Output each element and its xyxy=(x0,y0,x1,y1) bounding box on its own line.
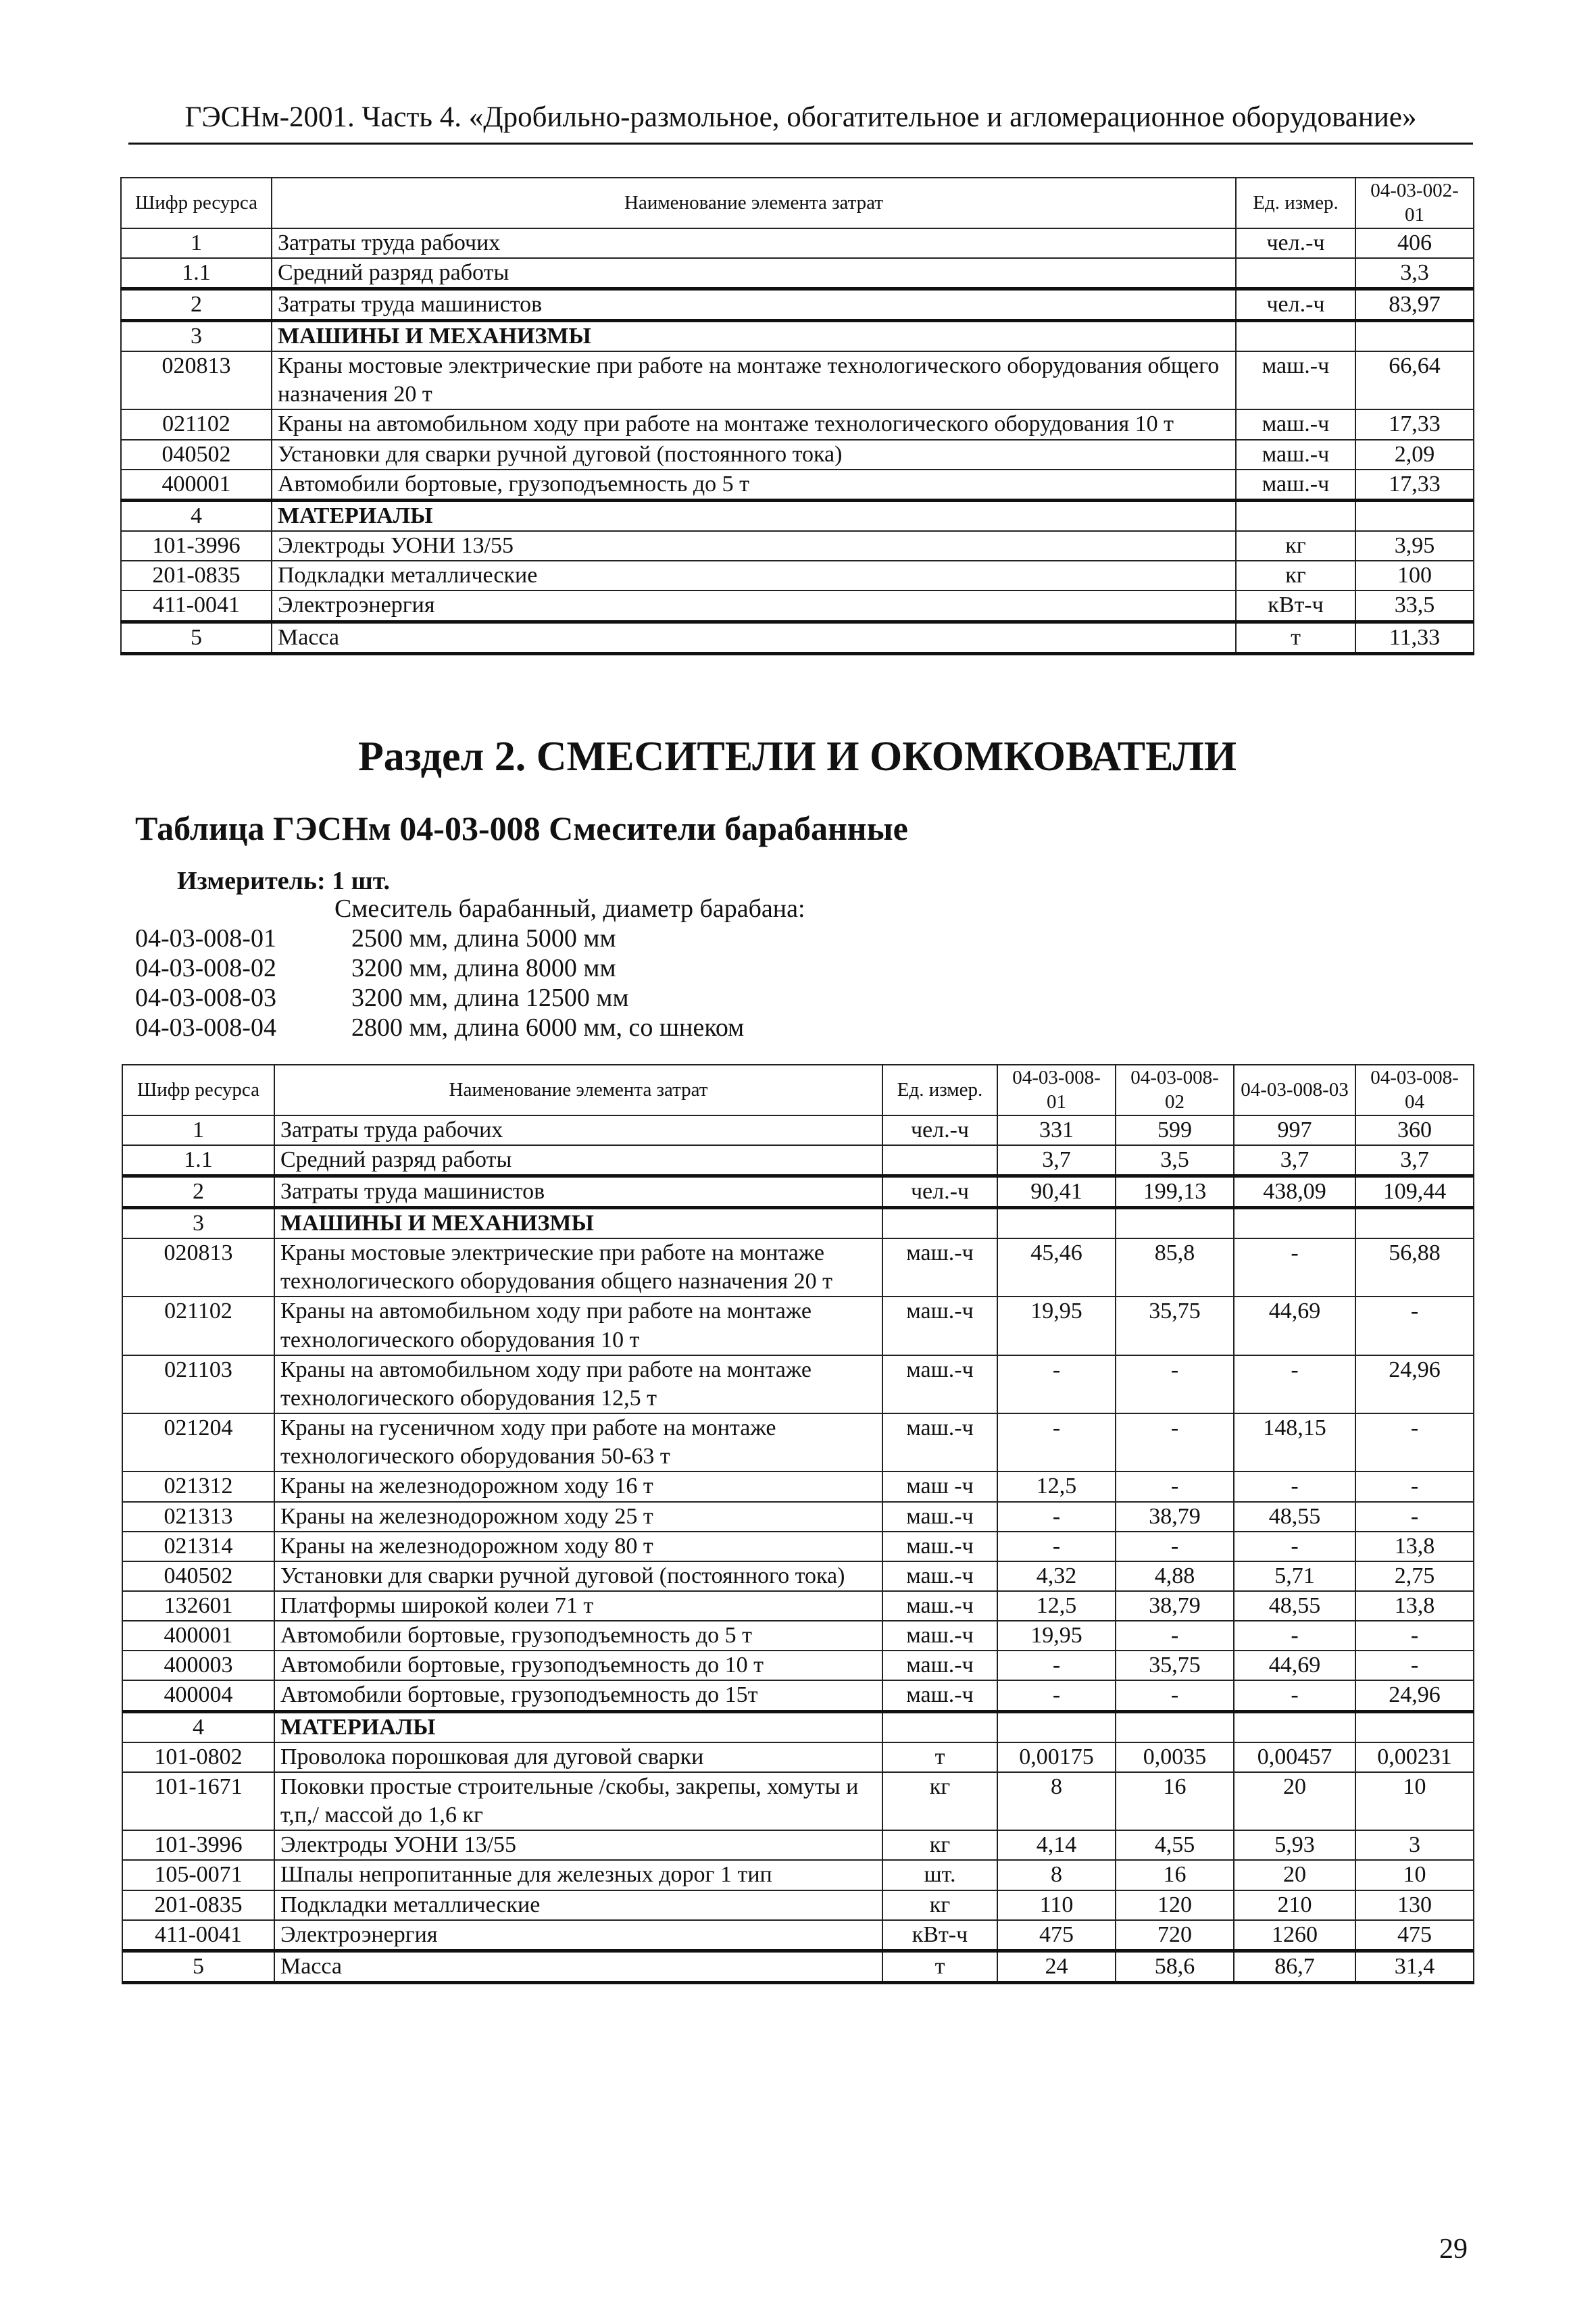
table-row xyxy=(121,470,1474,501)
table-row xyxy=(122,1742,1474,1772)
cost-element-name-cell: Затраты труда машинистов xyxy=(272,288,1236,320)
cost-element-name-cell: Краны на гусеничном ходу при работе на монтаже технологического оборудования 50-63 т xyxy=(274,1413,882,1472)
resource-code-cell: 400001 xyxy=(122,1621,274,1651)
norm-value-cell: 4,88 xyxy=(1116,1561,1234,1591)
table-header-row xyxy=(121,178,1474,228)
cost-element-name-cell: Электроэнергия xyxy=(272,590,1236,622)
variant-row xyxy=(135,983,805,1013)
norm-value-cell: 720 xyxy=(1116,1920,1234,1951)
unit-cell: маш.-ч xyxy=(882,1591,997,1621)
norm-value-cell: 20 xyxy=(1234,1860,1355,1890)
norm-value-cell: 997 xyxy=(1234,1115,1355,1145)
unit-cell: т xyxy=(882,1951,997,1982)
cost-element-name-cell: Автомобили бортовые, грузоподъемность до 15т xyxy=(274,1680,882,1711)
resource-code-cell: 2 xyxy=(121,288,272,320)
resource-code-cell: 1.1 xyxy=(122,1145,274,1176)
table-row xyxy=(122,1145,1474,1176)
norm-value-cell: 58,6 xyxy=(1116,1951,1234,1982)
page-header: ГЭСНм-2001. Часть 4. «Дробильно-размольное, обогатительное и агломерационное оборудование» xyxy=(128,101,1473,145)
norm-value-cell: 19,95 xyxy=(997,1621,1116,1651)
cost-element-name-cell: Масса xyxy=(274,1951,882,1982)
resource-code-cell: 4 xyxy=(122,1711,274,1742)
norm-value-cell: - xyxy=(1116,1472,1234,1501)
variant-code: 04-03-008-04 xyxy=(135,1013,276,1042)
unit-cell: маш.-ч xyxy=(882,1502,997,1532)
norm-value-cell: 66,64 xyxy=(1355,351,1474,409)
norm-value-cell: 45,46 xyxy=(997,1238,1116,1297)
cost-element-name-cell: Краны на железнодорожном ходу 80 т xyxy=(274,1532,882,1561)
unit-cell: маш.-ч xyxy=(882,1238,997,1297)
unit-cell: т xyxy=(882,1742,997,1772)
unit-cell: кг xyxy=(1236,561,1355,590)
resource-code-cell: 040502 xyxy=(122,1561,274,1591)
variant-description: 2800 мм, длина 6000 мм, со шнеком xyxy=(351,1013,745,1042)
unit-cell xyxy=(882,1207,997,1238)
cost-element-name-cell: Электроды УОНИ 13/55 xyxy=(274,1830,882,1860)
cost-element-name-cell: МАТЕРИАЛЫ xyxy=(272,500,1236,531)
table-row xyxy=(121,590,1474,622)
cost-element-name-cell: Поковки простые строительные /скобы, закрепы, хомуты и т,п,/ массой до 1,6 кг xyxy=(274,1772,882,1830)
column-header-unit: Ед. измер. xyxy=(882,1065,997,1115)
resource-code-cell: 021102 xyxy=(121,409,272,439)
unit-cell xyxy=(882,1145,997,1176)
cost-element-name-cell: Установки для сварки ручной дуговой (постоянного тока) xyxy=(272,440,1236,470)
unit-cell: чел.-ч xyxy=(882,1176,997,1207)
norm-value-cell xyxy=(1116,1711,1234,1742)
cost-element-name-cell: Краны на автомобильном ходу при работе на монтаже технологического оборудования 10 т xyxy=(274,1297,882,1355)
norm-value-cell: 24,96 xyxy=(1355,1355,1474,1413)
cost-element-name-cell: Автомобили бортовые, грузоподъемность до 10 т xyxy=(274,1651,882,1680)
norm-value-cell: 44,69 xyxy=(1234,1651,1355,1680)
norm-value-cell: 8 xyxy=(997,1860,1116,1890)
cost-element-name-cell: Краны на автомобильном ходу при работе на монтаже технологического оборудования 10 т xyxy=(272,409,1236,439)
unit-cell: кг xyxy=(882,1772,997,1830)
norm-value-cell: 3,95 xyxy=(1355,531,1474,561)
column-header-code: Шифр ресурса xyxy=(122,1065,274,1115)
cost-element-name-cell: Средний разряд работы xyxy=(274,1145,882,1176)
cost-element-name-cell: Подкладки металлические xyxy=(272,561,1236,590)
norm-value-cell xyxy=(1116,1207,1234,1238)
variant-row xyxy=(135,953,805,983)
variant-code: 04-03-008-02 xyxy=(135,954,276,982)
norm-value-cell: 12,5 xyxy=(997,1591,1116,1621)
norm-value-cell xyxy=(1234,1207,1355,1238)
norm-value-cell: - xyxy=(1116,1355,1234,1413)
resource-code-cell: 101-3996 xyxy=(121,531,272,561)
variant-description: 3200 мм, длина 8000 мм xyxy=(351,954,616,982)
resource-code-cell: 400003 xyxy=(122,1651,274,1680)
variant-code: 04-03-008-01 xyxy=(135,924,276,953)
norm-value-cell: 35,75 xyxy=(1116,1651,1234,1680)
variant-code: 04-03-008-03 xyxy=(135,984,276,1012)
norm-value-cell: 17,33 xyxy=(1355,409,1474,439)
resource-code-cell: 400001 xyxy=(121,470,272,501)
unit-cell: кг xyxy=(1236,531,1355,561)
table-row xyxy=(122,1297,1474,1355)
section-title: Раздел 2. СМЕСИТЕЛИ И ОКОМКОВАТЕЛИ xyxy=(357,734,1237,780)
norm-value-cell: 360 xyxy=(1355,1115,1474,1145)
variant-description: 3200 мм, длина 12500 мм xyxy=(351,984,629,1012)
norm-value-cell: - xyxy=(1355,1297,1474,1355)
resource-code-cell: 020813 xyxy=(121,351,272,409)
variant-row xyxy=(135,924,805,953)
norm-value-cell xyxy=(1355,320,1474,351)
norm-value-cell: 19,95 xyxy=(997,1297,1116,1355)
table-row xyxy=(122,1115,1474,1145)
table-row xyxy=(122,1830,1474,1860)
norm-value-cell: 110 xyxy=(997,1890,1116,1920)
unit-cell xyxy=(1236,258,1355,289)
norm-value-cell: 17,33 xyxy=(1355,470,1474,501)
cost-element-name-cell: Краны мостовые электрические при работе на монтаже технологического оборудования общего назначения 20 т xyxy=(274,1238,882,1297)
table-row xyxy=(122,1176,1474,1207)
resource-code-cell: 201-0835 xyxy=(121,561,272,590)
norm-value-cell: 16 xyxy=(1116,1860,1234,1890)
table-header-row xyxy=(122,1065,1474,1115)
norm-value-cell: - xyxy=(997,1502,1116,1532)
resource-code-cell: 020813 xyxy=(122,1238,274,1297)
table-row xyxy=(122,1860,1474,1890)
table-row xyxy=(122,1951,1474,1982)
norm-value-cell: 0,00231 xyxy=(1355,1742,1474,1772)
table-row xyxy=(121,440,1474,470)
unit-cell: маш.-ч xyxy=(1236,440,1355,470)
norm-value-cell: 48,55 xyxy=(1234,1502,1355,1532)
norm-value-cell: - xyxy=(1355,1651,1474,1680)
table-row xyxy=(122,1532,1474,1561)
norm-value-cell: - xyxy=(1355,1621,1474,1651)
norm-value-cell: 5,93 xyxy=(1234,1830,1355,1860)
table-row xyxy=(121,351,1474,409)
cost-element-name-cell: МАШИНЫ И МЕХАНИЗМЫ xyxy=(272,320,1236,351)
norm-value-cell: 130 xyxy=(1355,1890,1474,1920)
norm-value-cell: 12,5 xyxy=(997,1472,1116,1501)
norm-value-cell: 1260 xyxy=(1234,1920,1355,1951)
norm-value-cell: 475 xyxy=(1355,1920,1474,1951)
norm-value-cell: - xyxy=(997,1532,1116,1561)
table-row xyxy=(122,1355,1474,1413)
cost-element-name-cell: Подкладки металлические xyxy=(274,1890,882,1920)
resource-code-cell: 021204 xyxy=(122,1413,274,1472)
norm-value-cell: 100 xyxy=(1355,561,1474,590)
norm-value-cell: 475 xyxy=(997,1920,1116,1951)
table-row xyxy=(122,1890,1474,1920)
resource-code-cell: 411-0041 xyxy=(122,1920,274,1951)
resource-code-cell: 105-0071 xyxy=(122,1860,274,1890)
column-header-name: Наименование элемента затрат xyxy=(272,178,1236,228)
norm-value-cell: 3,5 xyxy=(1116,1145,1234,1176)
column-header-code: Шифр ресурса xyxy=(121,178,272,228)
norm-value-cell: 31,4 xyxy=(1355,1951,1474,1982)
cost-element-name-cell: Установки для сварки ручной дуговой (постоянного тока) xyxy=(274,1561,882,1591)
norm-value-cell: - xyxy=(1355,1413,1474,1472)
norm-value-cell: 4,14 xyxy=(997,1830,1116,1860)
norm-value-cell: - xyxy=(997,1413,1116,1472)
cost-element-name-cell: Краны на железнодорожном ходу 16 т xyxy=(274,1472,882,1501)
resource-code-cell: 021103 xyxy=(122,1355,274,1413)
table-row xyxy=(122,1561,1474,1591)
norm-value-cell: - xyxy=(1355,1472,1474,1501)
resource-table-04-03-008 xyxy=(122,1064,1474,1984)
table-row xyxy=(121,258,1474,289)
cost-element-name-cell: Затраты труда машинистов xyxy=(274,1176,882,1207)
resource-code-cell: 040502 xyxy=(121,440,272,470)
norm-value-cell: - xyxy=(1234,1472,1355,1501)
resource-table-04-03-002 xyxy=(120,177,1474,655)
table-title: Таблица ГЭСНм 04-03-008 Смесители барабанные xyxy=(135,809,908,847)
cost-element-name-cell: Средний разряд работы xyxy=(272,258,1236,289)
resource-code-cell: 411-0041 xyxy=(121,590,272,622)
unit-cell: кВт-ч xyxy=(1236,590,1355,622)
resource-code-cell: 021314 xyxy=(122,1532,274,1561)
resource-code-cell: 1 xyxy=(122,1115,274,1145)
cost-element-name-cell: Краны мостовые электрические при работе на монтаже технологического оборудования общего назначения 20 т xyxy=(272,351,1236,409)
norm-value-cell: - xyxy=(1116,1680,1234,1711)
table-row xyxy=(122,1651,1474,1680)
norm-value-cell: 5,71 xyxy=(1234,1561,1355,1591)
resource-code-cell: 1.1 xyxy=(121,258,272,289)
cost-element-name-cell: Затраты труда рабочих xyxy=(274,1115,882,1145)
norm-value-cell: - xyxy=(1234,1238,1355,1297)
norm-value-cell: - xyxy=(1116,1413,1234,1472)
norm-value-cell: 33,5 xyxy=(1355,590,1474,622)
norm-value-cell: 599 xyxy=(1116,1115,1234,1145)
unit-cell: чел.-ч xyxy=(1236,288,1355,320)
table-row xyxy=(122,1920,1474,1951)
norm-value-cell xyxy=(1355,500,1474,531)
resource-code-cell: 3 xyxy=(122,1207,274,1238)
unit-cell: чел.-ч xyxy=(1236,228,1355,258)
column-header-norm: 04-03-008-02 xyxy=(1116,1065,1234,1115)
table-row xyxy=(121,320,1474,351)
resource-code-cell: 101-3996 xyxy=(122,1830,274,1860)
resource-code-cell: 201-0835 xyxy=(122,1890,274,1920)
norm-value-cell: 2,09 xyxy=(1355,440,1474,470)
norm-value-cell: 10 xyxy=(1355,1860,1474,1890)
norm-value-cell xyxy=(997,1711,1116,1742)
norm-value-cell: 83,97 xyxy=(1355,288,1474,320)
norm-value-cell: 10 xyxy=(1355,1772,1474,1830)
norm-value-cell: 85,8 xyxy=(1116,1238,1234,1297)
norm-value-cell: 148,15 xyxy=(1234,1413,1355,1472)
table-row xyxy=(121,288,1474,320)
table-row xyxy=(122,1711,1474,1742)
unit-cell: маш.-ч xyxy=(882,1680,997,1711)
cost-element-name-cell: Автомобили бортовые, грузоподъемность до 5 т xyxy=(272,470,1236,501)
norm-value-cell: - xyxy=(997,1355,1116,1413)
variant-description: 2500 мм, длина 5000 мм xyxy=(351,924,616,953)
unit-cell: маш.-ч xyxy=(1236,470,1355,501)
cost-element-name-cell: Масса xyxy=(272,622,1236,653)
norm-value-cell: 438,09 xyxy=(1234,1176,1355,1207)
cost-element-name-cell: Затраты труда рабочих xyxy=(272,228,1236,258)
norm-value-cell: 86,7 xyxy=(1234,1951,1355,1982)
cost-element-name-cell: МАШИНЫ И МЕХАНИЗМЫ xyxy=(274,1207,882,1238)
norm-value-cell xyxy=(997,1207,1116,1238)
table-row xyxy=(122,1772,1474,1830)
cost-element-name-cell: Платформы широкой колеи 71 т xyxy=(274,1591,882,1621)
norm-value-cell: - xyxy=(1234,1680,1355,1711)
norm-value-cell: 331 xyxy=(997,1115,1116,1145)
unit-cell: шт. xyxy=(882,1860,997,1890)
column-header-norm: 04-03-008-03 xyxy=(1234,1065,1355,1115)
resource-code-cell: 5 xyxy=(121,622,272,653)
unit-cell: кг xyxy=(882,1830,997,1860)
norm-value-cell: 210 xyxy=(1234,1890,1355,1920)
table-row xyxy=(122,1591,1474,1621)
unit-cell: т xyxy=(1236,622,1355,653)
column-header-name: Наименование элемента затрат xyxy=(274,1065,882,1115)
norm-value-cell: 11,33 xyxy=(1355,622,1474,653)
norm-value-cell: 38,79 xyxy=(1116,1502,1234,1532)
norm-value-cell: 406 xyxy=(1355,228,1474,258)
unit-cell: маш.-ч xyxy=(882,1355,997,1413)
table-row xyxy=(122,1207,1474,1238)
table-row xyxy=(121,531,1474,561)
resource-code-cell: 132601 xyxy=(122,1591,274,1621)
norm-value-cell: 199,13 xyxy=(1116,1176,1234,1207)
table-row xyxy=(122,1472,1474,1501)
norm-value-cell: 90,41 xyxy=(997,1176,1116,1207)
table-row xyxy=(121,409,1474,439)
norm-value-cell: 24,96 xyxy=(1355,1680,1474,1711)
unit-cell: маш.-ч xyxy=(882,1532,997,1561)
norm-value-cell: - xyxy=(997,1651,1116,1680)
norm-value-cell xyxy=(1234,1711,1355,1742)
table-row xyxy=(122,1680,1474,1711)
norm-value-cell: 0,00457 xyxy=(1234,1742,1355,1772)
meter-unit: Измеритель: 1 шт. xyxy=(177,867,391,895)
variants-heading: Смеситель барабанный, диаметр барабана: xyxy=(334,895,805,923)
norm-value-cell: 3,7 xyxy=(1234,1145,1355,1176)
norm-value-cell: 0,00175 xyxy=(997,1742,1116,1772)
unit-cell: маш.-ч xyxy=(882,1413,997,1472)
norm-value-cell: - xyxy=(1116,1532,1234,1561)
cost-element-name-cell: Краны на железнодорожном ходу 25 т xyxy=(274,1502,882,1532)
norm-value-cell: 24 xyxy=(997,1951,1116,1982)
variant-row xyxy=(135,1013,805,1042)
norm-value-cell: 48,55 xyxy=(1234,1591,1355,1621)
norm-value-cell: 13,8 xyxy=(1355,1532,1474,1561)
norm-value-cell: 2,75 xyxy=(1355,1561,1474,1591)
resource-code-cell: 021102 xyxy=(122,1297,274,1355)
norm-value-cell xyxy=(1355,1711,1474,1742)
norm-value-cell: 8 xyxy=(997,1772,1116,1830)
table-row xyxy=(122,1621,1474,1651)
unit-cell xyxy=(1236,500,1355,531)
norm-value-cell: 20 xyxy=(1234,1772,1355,1830)
norm-value-cell: - xyxy=(997,1680,1116,1711)
table-row xyxy=(121,500,1474,531)
norm-value-cell: - xyxy=(1234,1355,1355,1413)
column-header-norm: 04-03-008-04 xyxy=(1355,1065,1474,1115)
norm-value-cell: 4,55 xyxy=(1116,1830,1234,1860)
resource-code-cell: 400004 xyxy=(122,1680,274,1711)
resource-code-cell: 3 xyxy=(121,320,272,351)
norm-value-cell: - xyxy=(1234,1532,1355,1561)
norm-value-cell: 16 xyxy=(1116,1772,1234,1830)
resource-code-cell: 021313 xyxy=(122,1502,274,1532)
norm-value-cell: 3,7 xyxy=(1355,1145,1474,1176)
cost-element-name-cell: Электроды УОНИ 13/55 xyxy=(272,531,1236,561)
unit-cell: кг xyxy=(882,1890,997,1920)
table-row xyxy=(121,228,1474,258)
page-number: 29 xyxy=(1439,2234,1468,2265)
resource-code-cell: 021312 xyxy=(122,1472,274,1501)
resource-code-cell: 1 xyxy=(121,228,272,258)
norm-value-cell: 3 xyxy=(1355,1830,1474,1860)
norm-value-cell: 3,3 xyxy=(1355,258,1474,289)
cost-element-name-cell: Проволока порошковая для дуговой сварки xyxy=(274,1742,882,1772)
norm-value-cell: 56,88 xyxy=(1355,1238,1474,1297)
table-row xyxy=(121,561,1474,590)
norm-value-cell: - xyxy=(1234,1621,1355,1651)
column-header-norm: 04-03-008-01 xyxy=(997,1065,1116,1115)
norm-value-cell: 120 xyxy=(1116,1890,1234,1920)
table-row xyxy=(121,622,1474,653)
cost-element-name-cell: Краны на автомобильном ходу при работе на монтаже технологического оборудования 12,5 т xyxy=(274,1355,882,1413)
unit-cell: маш.-ч xyxy=(882,1651,997,1680)
variants-list xyxy=(135,894,805,1042)
norm-value-cell: 0,0035 xyxy=(1116,1742,1234,1772)
norm-value-cell: 3,7 xyxy=(997,1145,1116,1176)
unit-cell xyxy=(1236,320,1355,351)
column-header-norm: 04-03-002-01 xyxy=(1355,178,1474,228)
cost-element-name-cell: Электроэнергия xyxy=(274,1920,882,1951)
resource-code-cell: 2 xyxy=(122,1176,274,1207)
unit-cell: маш -ч xyxy=(882,1472,997,1501)
unit-cell: маш.-ч xyxy=(1236,409,1355,439)
unit-cell: маш.-ч xyxy=(882,1561,997,1591)
table-row xyxy=(122,1502,1474,1532)
norm-value-cell: 4,32 xyxy=(997,1561,1116,1591)
cost-element-name-cell: МАТЕРИАЛЫ xyxy=(274,1711,882,1742)
resource-code-cell: 4 xyxy=(121,500,272,531)
unit-cell: маш.-ч xyxy=(882,1621,997,1651)
norm-value-cell: 13,8 xyxy=(1355,1591,1474,1621)
unit-cell: маш.-ч xyxy=(882,1297,997,1355)
cost-element-name-cell: Автомобили бортовые, грузоподъемность до 5 т xyxy=(274,1621,882,1651)
table-row xyxy=(122,1413,1474,1472)
norm-value-cell: 44,69 xyxy=(1234,1297,1355,1355)
norm-value-cell: 38,79 xyxy=(1116,1591,1234,1621)
norm-value-cell: 35,75 xyxy=(1116,1297,1234,1355)
unit-cell: кВт-ч xyxy=(882,1920,997,1951)
unit-cell xyxy=(882,1711,997,1742)
norm-value-cell: 109,44 xyxy=(1355,1176,1474,1207)
column-header-unit: Ед. измер. xyxy=(1236,178,1355,228)
norm-value-cell xyxy=(1355,1207,1474,1238)
resource-code-cell: 101-1671 xyxy=(122,1772,274,1830)
resource-code-cell: 5 xyxy=(122,1951,274,1982)
table-row xyxy=(122,1238,1474,1297)
cost-element-name-cell: Шпалы непропитанные для железных дорог 1 тип xyxy=(274,1860,882,1890)
resource-code-cell: 101-0802 xyxy=(122,1742,274,1772)
unit-cell: маш.-ч xyxy=(1236,351,1355,409)
norm-value-cell: - xyxy=(1355,1502,1474,1532)
norm-value-cell: - xyxy=(1116,1621,1234,1651)
unit-cell: чел.-ч xyxy=(882,1115,997,1145)
